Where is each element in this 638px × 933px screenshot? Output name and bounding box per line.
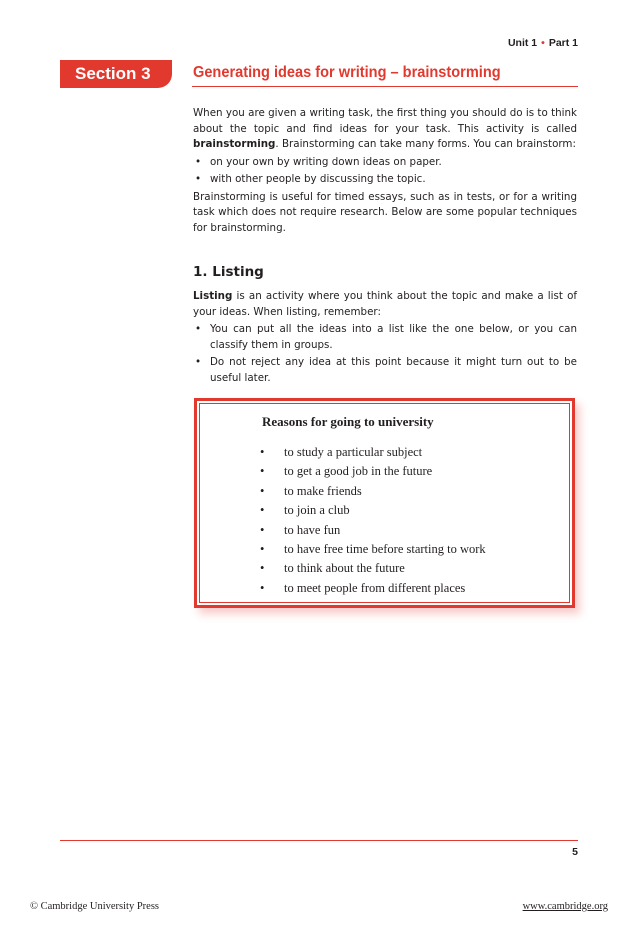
list-item: • with other people by discussing the topic. (193, 172, 577, 188)
unit-part-header (508, 37, 578, 49)
reason-item: • to study a particular subject (260, 443, 486, 462)
reasons-list (260, 443, 486, 598)
page-number: 5 (572, 846, 578, 858)
title-underline (192, 86, 578, 87)
website-link[interactable]: www.cambridge.org (522, 901, 608, 912)
section-tab-label: Section 3 (75, 64, 151, 83)
part-label: Part 1 (548, 37, 578, 49)
listing-bullet-list (193, 322, 577, 386)
header-separator: • (541, 37, 545, 49)
listing-heading: 1. Listing (193, 264, 264, 280)
listing-paragraph (193, 289, 577, 320)
intro-paragraph-2: Brainstorming is useful for timed essays, such as in tests, or for a writing task which does not require research. Below are some popular techniques for brainstorming. (193, 190, 577, 234)
listing-term: Listing (193, 290, 233, 302)
intro-paragraph (193, 106, 577, 153)
intro-text-end: . Brainstorming can take many forms. You can brainstorm: (275, 138, 576, 150)
page-title: Generating ideas for writing – brainstorming (193, 64, 501, 81)
reason-item: • to meet people from different places (260, 579, 486, 598)
reason-item: • to have free time before starting to work (260, 540, 486, 559)
footer-divider (60, 840, 578, 841)
unit-label: Unit 1 (507, 37, 538, 49)
reasons-title: Reasons for going to university (262, 414, 434, 429)
reason-item: • to think about the future (260, 559, 486, 578)
publisher-credit: © Cambridge University Press (30, 901, 160, 912)
section-tab (60, 60, 172, 88)
reason-item: • to have fun (260, 521, 486, 540)
list-item: • on your own by writing down ideas on paper. (193, 155, 577, 171)
intro-text-start: When you are given a writing task, the first thing you should do is to think about the topic and find ideas for your task. This activity is called (193, 107, 577, 135)
reason-item: • to get a good job in the future (260, 462, 486, 481)
brainstorming-term: brainstorming (193, 138, 276, 150)
reason-item: • to join a club (260, 501, 486, 520)
main-content (193, 106, 577, 388)
reason-item: • to make friends (260, 482, 486, 501)
list-item: • You can put all the ideas into a list like the one below, or you can classify them in groups. (193, 322, 577, 353)
reasons-box (194, 398, 575, 608)
listing-text: is an activity where you think about the topic and make a list of your ideas. When listing, remember: (193, 290, 577, 318)
intro-bullet-list (193, 155, 577, 188)
list-item: • Do not reject any idea at this point because it might turn out to be useful later. (193, 355, 577, 386)
